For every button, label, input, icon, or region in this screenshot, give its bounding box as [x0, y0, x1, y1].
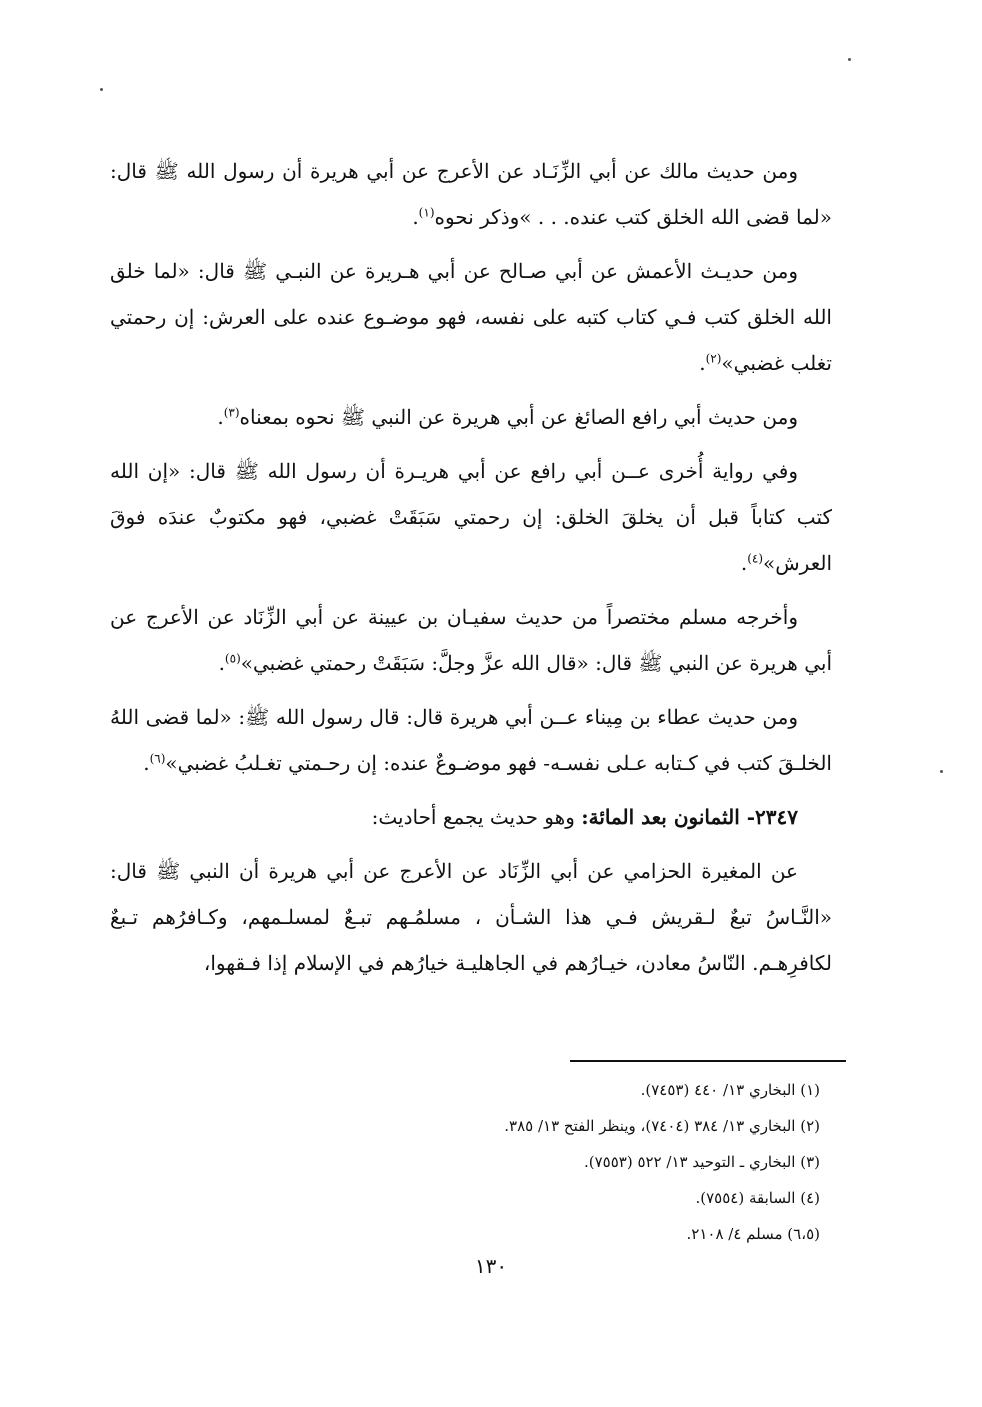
footnote: (٤) السابقة (٧٥٥٤). [695, 1189, 820, 1207]
page-number: ١٣٠ [474, 1254, 508, 1278]
paragraph [110, 694, 832, 786]
paragraph-text: عن المغيرة الحزامي عن أبي الزِّنَاد عن الأعرج عن أبي هريرة أن النبي ﷺ قال: «النَّـاسُ تبعٌ لـقريش فـي هذا الشـأن ، مسلمُـهم تبـعٌ لمسلـمهم، وكـافرُهم تـبعٌ لكافرِهـم. النّاسُ معادن، خيـارُهم في الجاهليـة خيارُهم في الإسلام إذا فـقهوا، [110, 859, 832, 975]
footnote-ref[interactable]: (٦) [149, 751, 166, 766]
section-title: - الثمانون بعد المائة: [581, 805, 756, 829]
hadith-number: ٢٣٤٧ [755, 805, 798, 829]
paragraph-end: . [740, 551, 748, 575]
footnote: (٣) البخاري ـ التوحيد ١٣/ ٥٢٢ (٧٥٥٣). [583, 1153, 820, 1171]
paragraph-end: . [699, 351, 706, 375]
paragraph [110, 594, 832, 686]
footnotes [110, 1072, 832, 1252]
paragraph-text: ومن حديث عطاء بن مِيناء عــن أبي هريرة قال: قال رسول الله ﷺ: «لما قضى اللهُ الخلـقَ كتب في كـتابه عـلى نفسـه- فهو موضـوعٌ عنده: إن رحـمتي تغـلبُ غضبي» [110, 705, 832, 775]
paragraph-end: . [218, 651, 225, 675]
scan-speck [940, 770, 943, 773]
paragraph-text: ومن حديـث الأعمش عن أبي صـالح عن أبي هـريرة عن النبـي ﷺ قال: «لما خلق الله الخلق كتب فـي كتاب كتبه على نفسه، فهو موضـوع عنده على العرش: إن رحمتي تغلب غضبي» [110, 259, 832, 375]
paragraph [110, 394, 832, 440]
footnote: (٢) البخاري ١٣/ ٣٨٤ (٧٤٠٤)، وينظر الفتح ١٣/ ٣٨٥. [504, 1117, 820, 1135]
paragraph [110, 248, 832, 386]
scan-speck [100, 88, 103, 91]
footnote-ref[interactable]: (٤) [747, 551, 764, 566]
paragraph [110, 448, 832, 586]
section-heading-line [110, 794, 832, 840]
paragraph [110, 148, 832, 240]
footnote-ref[interactable]: (٥) [224, 651, 241, 666]
paragraph-text: وفي رواية أُخرى عــن أبي رافع عن أبي هريـرة أن رسول الله ﷺ قال: «إن الله كتب كتاباً قبل أن يخلقَ الخلق: إن رحمتي سَبَقَتْ غضبي، فهو مكتوبٌ عندَه فوقَ العرش» [110, 459, 832, 575]
paragraph-end: . [217, 405, 224, 429]
footnote-ref[interactable]: (٣) [223, 405, 240, 420]
paragraph [110, 848, 832, 986]
footnote-ref[interactable]: (٢) [705, 351, 722, 366]
footnote: (١) البخاري ١٣/ ٤٤٠ (٧٤٥٣). [640, 1081, 820, 1099]
paragraph-end: . [143, 751, 150, 775]
paragraph-end: . [412, 205, 419, 229]
paragraph-text: وأخرجه مسلم مختصراً من حديث سفيـان بن عيينة عن أبي الزِّنَاد عن الأعرج عن أبي هريرة عن النبي ﷺ قال: «قال الله عزَّ وجلَّ: سَبَقَتْ رحمتي غضبي» [110, 605, 832, 675]
paragraph-text: ومن حديث أبي رافع الصائغ عن أبي هريرة عن النبي ﷺ نحوه بمعناه [239, 405, 798, 429]
footnote-ref[interactable]: (١) [418, 205, 435, 220]
footnote: (٦،٥) مسلم ٤/ ٢١٠٨. [686, 1225, 820, 1243]
section-subtitle: وهو حديث يجمع أحاديث: [371, 805, 575, 829]
paragraph-text: ومن حديث مالك عن أبي الزِّنَـاد عن الأعرج عن أبي هريرة أن رسول الله ﷺ قال: «لما قضى الله الخلق كتب عنده. . . »وذكر نحوه [110, 159, 832, 229]
footnote-divider [570, 1060, 846, 1062]
scan-speck [848, 58, 851, 61]
main-text [110, 148, 832, 994]
